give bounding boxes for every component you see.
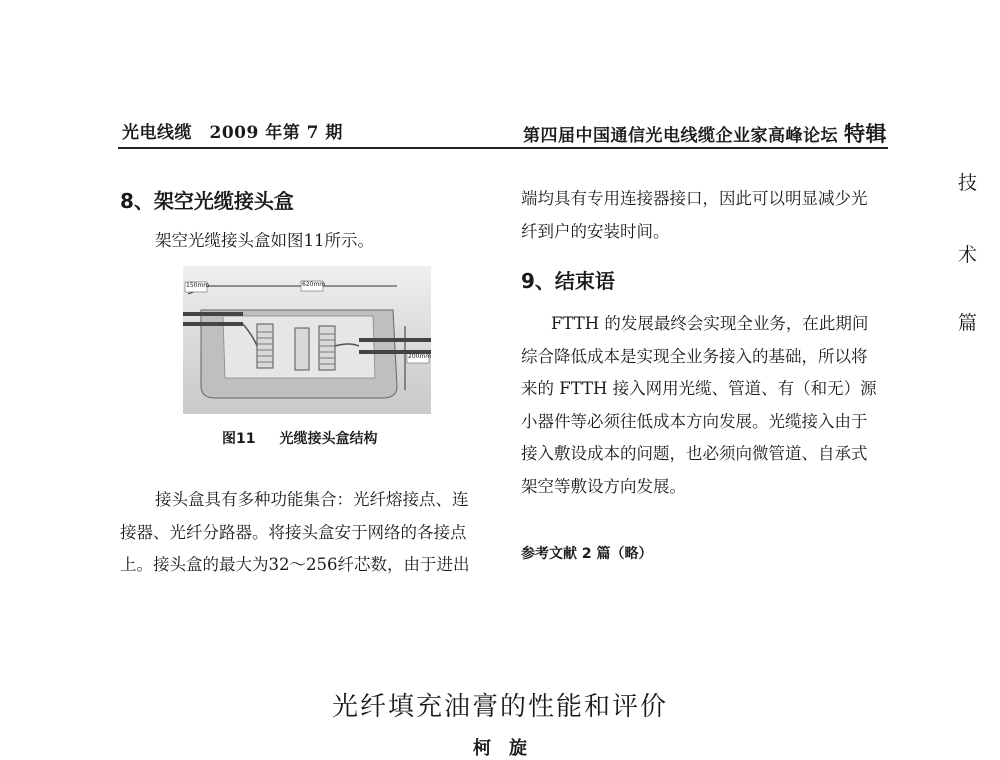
- section-8-heading: 8、架空光缆接头盒: [120, 189, 294, 213]
- section-8-intro: 架空光缆接头盒如图11所示。: [155, 231, 374, 250]
- section-9-body: [521, 308, 885, 503]
- side-label-2: 术: [958, 244, 978, 266]
- figure-caption: [222, 428, 377, 448]
- right-col-continuation: [521, 183, 885, 248]
- body-line: 纤到户的安装时间。: [521, 221, 670, 241]
- body-line: 综合降低成本是实现全业务接入的基础，所以将: [521, 346, 868, 366]
- forum-name: 第四届中国通信光电线缆企业家高峰论坛: [523, 126, 838, 146]
- special-issue-tag: 特辑: [844, 121, 887, 146]
- forum-title: [523, 118, 887, 148]
- header-rule: [118, 147, 888, 149]
- figure-number: 图11: [222, 431, 256, 447]
- body-line: 接器、光纤分路器。将接头盒安于网络的各接点: [120, 522, 467, 542]
- body-line: 架空等敷设方向发展。: [521, 476, 686, 496]
- body-line: 接入敷设成本的问题，也必须向微管道、自承式: [521, 444, 868, 463]
- body-line: 上。接头盒的最大为32～256纤芯数，由于进出: [120, 555, 470, 574]
- body-line: 来的 FTTH 接入网用光缆、管道、有（和无）源: [521, 379, 877, 398]
- side-label-1: 技: [958, 172, 978, 194]
- dim-label-200: 200mm: [408, 353, 431, 360]
- next-article-author: 柯旋: [473, 738, 545, 759]
- body-line: FTTH 的发展最终会实现全业务，在此期间: [551, 314, 869, 333]
- dim-label-620: 620mm: [302, 281, 326, 288]
- journal-issue: 光电线缆 2009 年第 7 期: [122, 123, 343, 143]
- splice-box-figure: [183, 266, 431, 414]
- side-label-3: 篇: [958, 312, 978, 334]
- next-article-title: 光纤填充油膏的性能和评价: [331, 692, 668, 722]
- body-line: 端均具有专用连接器接口，因此可以明显减少光: [521, 189, 868, 208]
- body-line: 接头盒具有多种功能集合：光纤熔接点、连: [155, 490, 469, 509]
- figure-caption-text: 光缆接头盒结构: [279, 431, 378, 447]
- splice-box-illustration: [183, 266, 431, 414]
- body-line: 小器件等必须往低成本方向发展。光缆接入由于: [521, 411, 868, 431]
- section-8-body: [120, 484, 485, 582]
- section-9-heading: 9、结束语: [521, 269, 615, 293]
- references-note: 参考文献 2 篇（略）: [521, 546, 653, 562]
- dim-label-150: 150mm: [186, 282, 210, 289]
